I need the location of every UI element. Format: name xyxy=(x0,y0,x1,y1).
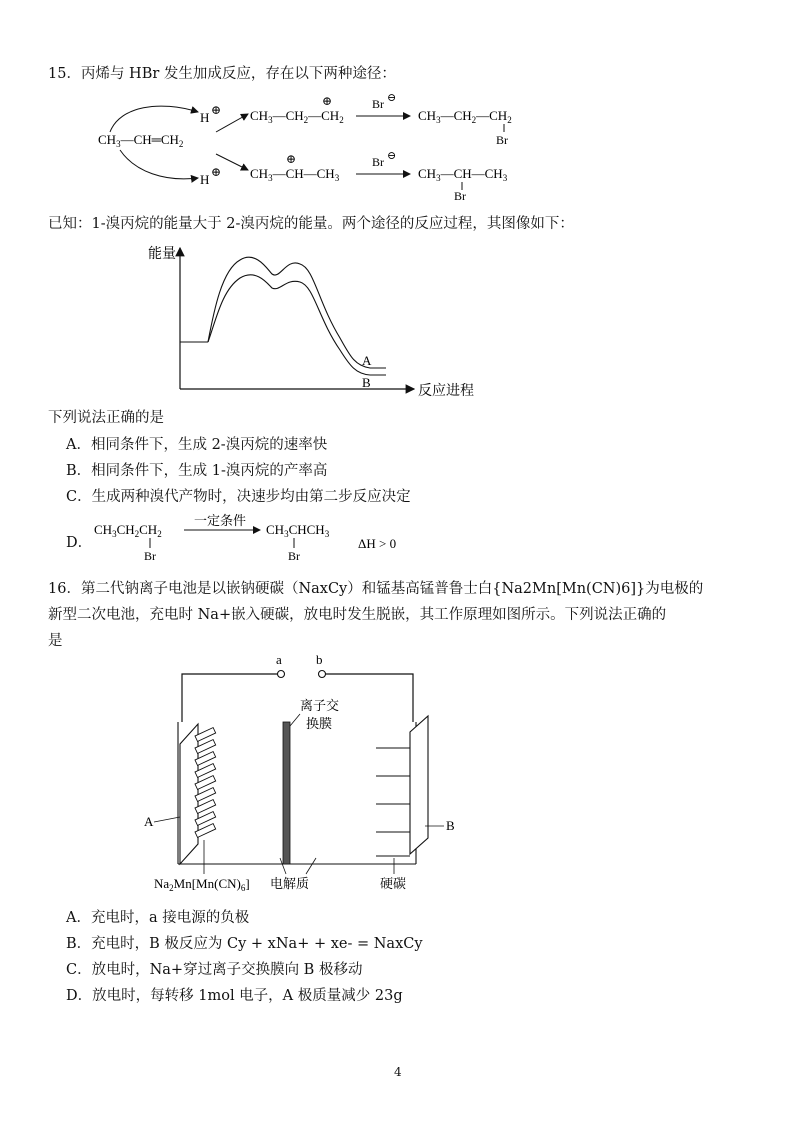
svg-text:Br: Br xyxy=(496,133,508,147)
energy-diagram xyxy=(140,240,500,402)
q15-stem-text: 丙烯与 HBr 发生加成反应，存在以下两种途径： xyxy=(80,66,396,82)
terminal-b-label: b xyxy=(316,652,323,667)
curved-arrow-top xyxy=(110,106,198,132)
svg-text:CH3CHCH3: $CH_3CHCH_3$ xyxy=(266,522,330,539)
curve-A xyxy=(208,257,386,368)
ion-exchange-membrane xyxy=(283,722,290,864)
path2-reagent: Br xyxy=(372,155,384,169)
q15-reaction-scheme xyxy=(90,92,530,200)
q15-option-b: B．相同条件下，生成 1-溴丙烷的产率高 xyxy=(66,463,328,479)
svg-text:Br: Br xyxy=(288,549,300,563)
q15-number: 15． xyxy=(48,66,81,82)
path2-product: $CH_3—CH—CH_3$ xyxy=(418,166,508,183)
terminal-a-label: a xyxy=(276,652,282,667)
svg-text:Br: Br xyxy=(144,549,156,563)
b-material-label: 硬碳 xyxy=(380,876,407,891)
path1-product: $CH_3—CH_2—CH_2$ xyxy=(418,108,512,125)
electrode-b-plate xyxy=(410,716,428,854)
x-axis-label: 反应进程 xyxy=(418,384,474,399)
svg-text:⊕: ⊕ xyxy=(322,94,333,108)
electrolyte-label: 电解质 xyxy=(270,876,310,891)
a-material-label: $Na_2Mn[Mn(CN)_6]$ xyxy=(154,876,250,893)
q16-option-a: A．充电时，a 接电源的负极 xyxy=(66,910,250,926)
page-number: 4 xyxy=(394,1065,402,1079)
q15-question: 下列说法正确的是 xyxy=(48,410,164,426)
q16-option-c: C．放电时，Na+穿过离子交换膜向 B 极移动 xyxy=(66,962,363,978)
electrode-b-layers xyxy=(376,748,410,856)
path2-cation: $CH_3—CH—CH_3$ xyxy=(250,166,340,183)
electrode-a-plate xyxy=(180,724,198,864)
q16-stem-line1 xyxy=(48,577,703,598)
q15-option-d-reaction xyxy=(90,512,430,572)
curved-arrow-bottom xyxy=(120,150,198,179)
path1-cation: $CH_3—CH_2—CH_2$ xyxy=(250,108,344,125)
q15-stem xyxy=(48,62,396,83)
svg-text:换膜: 换膜 xyxy=(306,716,333,731)
svg-text:⊖: ⊖ xyxy=(387,150,397,162)
q15-option-a: A．相同条件下，生成 2-溴丙烷的速率快 xyxy=(66,437,328,453)
curve-A-label: A xyxy=(362,353,372,368)
d-condition: 一定条件 xyxy=(194,513,247,528)
q16-stem-line2: 新型二次电池，充电时 Na+嵌入硬碳，放电时发生脱嵌，其工作原理如图所示。下列说法正确的 xyxy=(48,607,667,623)
svg-text:⊕: ⊕ xyxy=(211,165,222,179)
svg-text:⊕: ⊕ xyxy=(286,152,297,166)
svg-text:⊕: ⊕ xyxy=(211,103,222,117)
svg-text:CH3CH2CH2: $CH_3CH_2CH_2$ xyxy=(94,522,162,539)
q15-known: 已知：1-溴丙烷的能量大于 2-溴丙烷的能量。两个途径的反应过程，其图像如下： xyxy=(48,216,574,232)
q16-option-d: D．放电时，每转移 1mol 电子，A 极质量减少 23g xyxy=(66,988,403,1004)
electrode-a-label: A xyxy=(144,814,154,829)
y-axis-label: 能量 xyxy=(148,247,176,262)
curve-B xyxy=(208,275,386,375)
q16-number: 16． xyxy=(48,581,81,597)
h-plus-bottom: H xyxy=(200,172,210,187)
reactant: $CH_3—CH═CH_2$ xyxy=(98,132,184,149)
curve-B-label: B xyxy=(362,375,371,390)
electrode-b-label: B xyxy=(446,818,455,833)
svg-text:离子交: 离子交 xyxy=(300,698,340,713)
q16-stem-text-1: 第二代钠离子电池是以嵌钠硬碳（NaxCy）和锰基高锰普鲁士白{Na2Mn[Mn(CN)6]}为电极的 xyxy=(80,581,704,597)
q16-option-b: B．充电时，B 极反应为 Cy + xNa+ + xe- = NaxCy xyxy=(66,936,423,952)
svg-text:Br: Br xyxy=(454,189,466,200)
q15-option-d-letter: D． xyxy=(66,535,93,551)
h-plus-top: H xyxy=(200,110,210,125)
path1-reagent: Br xyxy=(372,97,384,111)
svg-text:⊖: ⊖ xyxy=(387,92,397,104)
d-delta-h: ΔH > 0 xyxy=(358,536,397,551)
q15-option-c: C．生成两种溴代产物时，决速步均由第二步反应决定 xyxy=(66,489,411,505)
q16-stem-line3: 是 xyxy=(48,633,63,649)
battery-diagram xyxy=(140,652,470,902)
